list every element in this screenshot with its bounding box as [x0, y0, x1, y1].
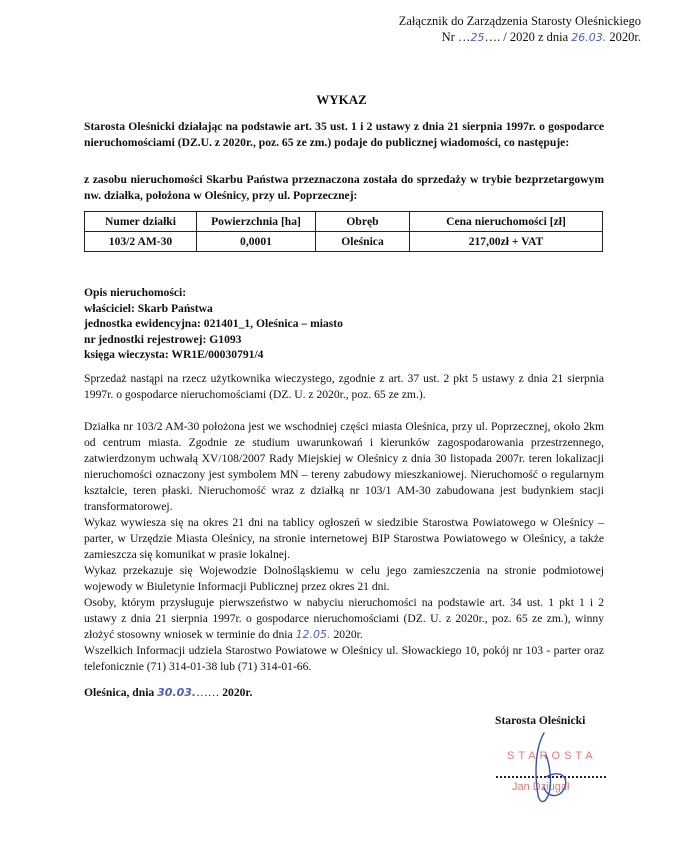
table-cell: Oleśnica [316, 232, 410, 252]
header-nr-mid: …. / 2020 z dnia [484, 30, 569, 44]
posting-paragraph: Wykaz wywiesza się na okres 21 dni na tablicy ogłoszeń w siedzibie Starostwa Powiatowego w Oleśnicy – parter, w Urzędzie Miasta Oleśnicy, na stronie internetowej BIP Starostwa Powiatowego w Oleśnicy, a także zamieszcza się komunikat w prasie lokalnej. [84, 516, 604, 561]
header-line2 [399, 29, 641, 46]
sale-paragraph: Sprzedaż nastąpi na rzecz użytkownika wieczystego, zgodnie z art. 37 ust. 2 pkt 5 ustawy z dnia 21 sierpnia 1997r. o gospodarce nieruchomościami (DZ. U. z 2020r., poz. 65 ze zm.). [84, 372, 604, 401]
opis-unit: jednostka ewidencyjna: 021401_1, Oleśnica – miasto [84, 317, 343, 330]
handwritten-closing-date: 30.03. [157, 686, 197, 699]
header-line1: Załącznik do Zarządzenia Starosty Oleśnickiego [398, 14, 641, 28]
closing-place: Oleśnica, dnia [84, 686, 155, 699]
property-table [84, 211, 603, 252]
location-paragraph: Działka nr 103/2 AM-30 położona jest we wschodniej części miasta Oleśnica, przy ul. Poprzecznej, około 2km od centrum miasta. Zgodnie ze studium uwarunkowań i kierunków zagospodarowania przestrzennego, zatwierdzonym uchwałą XV/108/2007 Rady Miejskiej w Oleśnicy z dnia 30 listopada 2007r. teren lokalizacji nieruchomości oznaczony jest symbolem MN – tereny zabudowy mieszkaniowej. Nieruchomość o regularnym kształcie, teren płaski. Nieruchomość wraz z działką nr 103/1 AM-30 zabudowana jest budynkiem stacji transformatorowej. [84, 420, 604, 513]
intro-paragraph: Starosta Oleśnicki działając na podstawie art. 35 ust. 1 i 2 ustawy z dnia 21 sierpnia 1997r. o gospodarce nieruchomościami (DZ.U. z 2020r., poz. 65 ze zm.) podaje do publicznej wiadomości, co następuje: [84, 120, 604, 149]
opis-book: księga wieczysta: WR1E/00030791/4 [84, 348, 264, 361]
voivode-paragraph: Wykaz przekazuje się Wojewodzie Dolnośląskiemu w celu jego zamieszczenia na stronie podmiotowej wojewody w Biuletynie Informacji Publicznej przez okres 21 dni. [84, 564, 604, 593]
closing-year: 2020r. [222, 686, 253, 699]
table-header: Powierzchnia [ha] [197, 212, 316, 232]
handwritten-signature-icon [516, 725, 586, 815]
handwritten-number: 25 [470, 31, 485, 44]
table-cell: 103/2 AM-30 [85, 232, 197, 252]
stamp-name: Jan Dziugał [512, 781, 570, 793]
stamp-role: STAROSTA [507, 750, 597, 762]
subject-paragraph: z zasobu nieruchomości Skarbu Państwa przeznaczona została do sprzedaży w trybie bezprzetargowym nw. działka, położona w Oleśnicy, przy ul. Poprzecznej: [84, 173, 604, 202]
opis-owner: właściciel: Skarb Państwa [84, 301, 213, 315]
closing-date-line: Oleśnica, dnia 30.03.…… 2020r. [84, 686, 253, 699]
document-title: WYKAZ [316, 92, 367, 107]
opis-heading: Opis nieruchomości: [84, 286, 187, 299]
table-row [85, 232, 603, 252]
attachment-header [399, 13, 641, 46]
table-header: Cena nieruchomości [zł] [410, 212, 603, 232]
signatory-title: Starosta Oleśnicki [495, 714, 586, 727]
priority-text: Osoby, którym przysługuje pierwszeństwo w nabyciu nieruchomości na podstawie art. 34 ust. 1 pkt 1 i 2 ustawy z dnia 21 sierpnia 1997r. o gospodarce nieruchomościami (DZ. U. z 2020r., poz. 65 ze zm.), winny złożyć stosowny wniosek w terminie do dnia [84, 596, 604, 641]
handwritten-date: 26.03. [571, 31, 607, 44]
table-header-row [85, 212, 603, 232]
priority-year: 2020r. [333, 628, 363, 641]
opis-registry: nr jednostki rejestrowej: G1093 [84, 332, 242, 346]
priority-paragraph [84, 595, 604, 643]
header-nr-prefix: Nr … [441, 30, 471, 44]
contact-paragraph: Wszelkich Informacji udziela Starostwo Powiatowe w Oleśnicy ul. Słowackiego 10, pokój nr 103 - parter oraz telefonicznie (71) 314-01-38 lub (71) 314-01-66. [84, 644, 604, 673]
property-description [84, 285, 343, 363]
table-header: Obręb [316, 212, 410, 232]
header-year: 2020r. [609, 30, 641, 44]
table-cell: 217,00zł + VAT [410, 232, 603, 252]
handwritten-deadline: 12.05. [295, 628, 331, 641]
table-cell: 0,0001 [197, 232, 316, 252]
table-header: Numer działki [85, 212, 197, 232]
